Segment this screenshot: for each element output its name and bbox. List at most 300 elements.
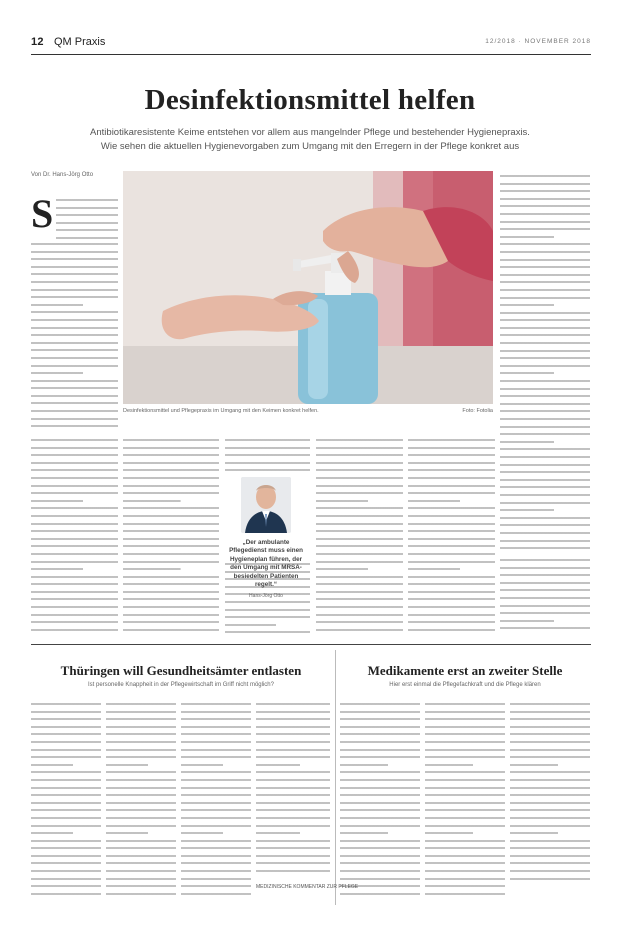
text-line xyxy=(181,791,251,799)
text-line xyxy=(256,738,330,746)
text-line xyxy=(181,837,251,845)
drop-cap: S xyxy=(31,191,54,236)
bottom-left-col-2 xyxy=(106,700,176,900)
text-line xyxy=(181,723,251,731)
text-line xyxy=(31,875,101,883)
text-line xyxy=(106,746,176,754)
text-line xyxy=(316,595,403,603)
text-line xyxy=(31,504,118,512)
text-line xyxy=(340,799,420,807)
text-line xyxy=(31,520,118,528)
text-line xyxy=(31,384,118,392)
text-line xyxy=(106,753,176,761)
text-line xyxy=(340,829,420,837)
text-line xyxy=(31,573,118,581)
text-line xyxy=(31,822,101,830)
text-line xyxy=(256,723,330,731)
text-line xyxy=(56,226,118,234)
text-line xyxy=(500,609,590,617)
text-line xyxy=(425,867,505,875)
text-line xyxy=(123,542,219,550)
text-line xyxy=(510,723,590,731)
text-line xyxy=(31,776,101,784)
text-line xyxy=(31,595,118,603)
text-line xyxy=(425,753,505,761)
text-line xyxy=(340,806,420,814)
text-line xyxy=(181,753,251,761)
text-line xyxy=(181,859,251,867)
text-line xyxy=(181,882,251,890)
text-line xyxy=(500,301,590,309)
text-line xyxy=(31,738,101,746)
text-line xyxy=(106,822,176,830)
text-line xyxy=(500,369,590,377)
text-line xyxy=(256,776,330,784)
text-line xyxy=(500,256,590,264)
text-line xyxy=(31,806,101,814)
text-line xyxy=(106,890,176,898)
text-line xyxy=(123,611,219,619)
text-line xyxy=(500,377,590,385)
text-line xyxy=(510,814,590,822)
text-line xyxy=(340,738,420,746)
text-line xyxy=(500,233,590,241)
text-line xyxy=(31,497,118,505)
text-line xyxy=(408,444,495,452)
text-line xyxy=(31,890,101,898)
text-line xyxy=(500,602,590,610)
text-line xyxy=(256,806,330,814)
text-line xyxy=(31,700,101,708)
text-line xyxy=(340,761,420,769)
bottom-right-subheadline: Hier erst einmal die Pflegefachkraft und die Pflege klären xyxy=(389,682,541,688)
text-line xyxy=(123,626,219,634)
text-line xyxy=(256,753,330,761)
text-line xyxy=(106,784,176,792)
text-line xyxy=(340,791,420,799)
text-line xyxy=(123,504,219,512)
text-line xyxy=(500,476,590,484)
text-line xyxy=(256,761,330,769)
photo-credit: Foto: Fotolia xyxy=(462,408,493,414)
text-line xyxy=(31,263,118,271)
text-line xyxy=(500,309,590,317)
text-line xyxy=(31,542,118,550)
text-line xyxy=(181,822,251,830)
header-rule xyxy=(31,54,591,55)
text-line xyxy=(123,489,219,497)
text-line xyxy=(408,474,495,482)
text-line xyxy=(500,400,590,408)
text-line xyxy=(340,700,420,708)
text-line xyxy=(340,776,420,784)
text-line xyxy=(500,248,590,256)
text-line xyxy=(256,746,330,754)
text-line xyxy=(500,461,590,469)
text-line xyxy=(316,512,403,520)
text-line xyxy=(510,700,590,708)
text-line xyxy=(181,700,251,708)
text-line xyxy=(408,459,495,467)
text-line xyxy=(31,255,118,263)
text-line xyxy=(316,474,403,482)
text-line xyxy=(500,331,590,339)
text-line xyxy=(316,611,403,619)
bottom-left-headline: Thüringen will Gesundheitsämter entlasten xyxy=(60,663,302,678)
photo-caption xyxy=(123,408,493,414)
text-line xyxy=(340,890,420,898)
text-line xyxy=(31,415,118,423)
text-line xyxy=(510,822,590,830)
text-line xyxy=(510,715,590,723)
text-line xyxy=(408,580,495,588)
text-line xyxy=(123,595,219,603)
text-line xyxy=(316,482,403,490)
text-line xyxy=(31,618,118,626)
text-line xyxy=(316,497,403,505)
text-line xyxy=(408,558,495,566)
text-line xyxy=(500,514,590,522)
text-line xyxy=(31,339,118,347)
text-line xyxy=(500,556,590,564)
text-line xyxy=(106,882,176,890)
text-line xyxy=(181,715,251,723)
text-line xyxy=(256,730,330,738)
text-line xyxy=(123,565,219,573)
text-line xyxy=(500,324,590,332)
text-line xyxy=(340,708,420,716)
text-line xyxy=(181,761,251,769)
bottom-left-subheadline: Ist personelle Knappheit in der Pflegewirtschaft im Griff nicht möglich? xyxy=(88,682,274,688)
text-line xyxy=(31,451,118,459)
text-line xyxy=(31,859,101,867)
text-line xyxy=(316,558,403,566)
text-line xyxy=(408,482,495,490)
text-line xyxy=(123,482,219,490)
text-line xyxy=(408,565,495,573)
text-line xyxy=(31,270,118,278)
body-column-1b xyxy=(31,436,118,636)
text-line xyxy=(510,837,590,845)
text-line xyxy=(31,489,118,497)
text-line xyxy=(316,588,403,596)
text-line xyxy=(316,436,403,444)
text-line xyxy=(123,550,219,558)
text-line xyxy=(31,708,101,716)
text-line xyxy=(408,512,495,520)
text-line xyxy=(500,187,590,195)
text-line xyxy=(340,715,420,723)
text-line xyxy=(56,204,118,212)
text-line xyxy=(408,626,495,634)
caption-text: Desinfektionsmittel und Pflegepraxis im Umgang mit den Keimen konkret helfen. xyxy=(123,408,319,414)
text-line xyxy=(225,621,310,629)
text-line xyxy=(181,814,251,822)
text-line xyxy=(225,628,310,636)
text-line xyxy=(31,248,118,256)
text-line xyxy=(510,867,590,875)
bottom-section-rule xyxy=(31,644,591,645)
text-line xyxy=(256,844,330,852)
deck-line-2: Wie sehen die aktuellen Hygienevorgaben zum Umgang mit den Erregern in der Pflege konkret aus xyxy=(100,141,520,152)
text-line xyxy=(316,626,403,634)
text-line xyxy=(31,558,118,566)
text-line xyxy=(106,875,176,883)
text-line xyxy=(31,407,118,415)
text-line xyxy=(316,565,403,573)
text-line xyxy=(31,474,118,482)
text-line xyxy=(123,436,219,444)
text-line xyxy=(500,339,590,347)
text-line xyxy=(106,708,176,716)
text-line xyxy=(500,624,590,632)
text-line xyxy=(500,564,590,572)
text-line xyxy=(316,573,403,581)
text-line xyxy=(31,791,101,799)
text-line xyxy=(316,535,403,543)
text-line xyxy=(425,746,505,754)
text-line xyxy=(500,537,590,545)
text-line xyxy=(316,489,403,497)
text-line xyxy=(510,791,590,799)
text-line xyxy=(31,377,118,385)
text-line xyxy=(31,482,118,490)
text-line xyxy=(340,814,420,822)
bottom-right-col-2 xyxy=(425,700,505,900)
text-line xyxy=(340,746,420,754)
text-line xyxy=(425,708,505,716)
text-line xyxy=(425,761,505,769)
text-line xyxy=(31,746,101,754)
text-line xyxy=(425,882,505,890)
text-line xyxy=(181,746,251,754)
text-line xyxy=(256,829,330,837)
text-line xyxy=(106,723,176,731)
text-line xyxy=(123,588,219,596)
byline: Von Dr. Hans-Jörg Otto xyxy=(31,172,94,178)
text-line xyxy=(31,369,118,377)
text-line xyxy=(500,483,590,491)
text-line xyxy=(500,225,590,233)
text-line xyxy=(106,776,176,784)
text-line xyxy=(31,278,118,286)
text-line xyxy=(31,444,118,452)
text-line xyxy=(408,603,495,611)
text-line xyxy=(500,278,590,286)
text-line xyxy=(500,594,590,602)
text-line xyxy=(500,362,590,370)
text-line xyxy=(31,723,101,731)
text-line xyxy=(256,784,330,792)
text-line xyxy=(500,468,590,476)
text-line xyxy=(225,436,310,444)
bottom-left-col-3 xyxy=(181,700,251,900)
text-line xyxy=(425,730,505,738)
text-line xyxy=(56,219,118,227)
text-line xyxy=(510,746,590,754)
text-line xyxy=(425,844,505,852)
text-line xyxy=(31,436,118,444)
text-line xyxy=(31,730,101,738)
text-line xyxy=(425,776,505,784)
body-column-6 xyxy=(500,172,590,552)
text-line xyxy=(425,799,505,807)
hand-sanitizer-photo xyxy=(123,171,493,404)
text-line xyxy=(31,293,118,301)
text-line xyxy=(123,466,219,474)
photo-illustration xyxy=(123,171,493,404)
text-line xyxy=(31,466,118,474)
text-line xyxy=(256,814,330,822)
text-line xyxy=(123,444,219,452)
text-line xyxy=(106,806,176,814)
body-column-5 xyxy=(408,436,495,636)
text-line xyxy=(181,738,251,746)
text-line xyxy=(510,859,590,867)
text-line xyxy=(500,385,590,393)
text-line xyxy=(500,240,590,248)
text-line xyxy=(106,715,176,723)
text-line xyxy=(500,286,590,294)
text-line xyxy=(340,784,420,792)
text-line xyxy=(408,489,495,497)
text-line xyxy=(31,301,118,309)
text-line xyxy=(316,444,403,452)
text-line xyxy=(225,613,310,621)
text-line xyxy=(181,867,251,875)
text-line xyxy=(316,618,403,626)
body-column-4 xyxy=(316,436,403,636)
text-line xyxy=(500,499,590,507)
text-line xyxy=(500,263,590,271)
text-line xyxy=(510,753,590,761)
text-line xyxy=(408,611,495,619)
text-line xyxy=(510,799,590,807)
text-line xyxy=(425,859,505,867)
text-line xyxy=(408,618,495,626)
text-line xyxy=(500,407,590,415)
text-line xyxy=(106,844,176,852)
text-line xyxy=(500,180,590,188)
text-line xyxy=(31,354,118,362)
text-line xyxy=(123,603,219,611)
text-line xyxy=(31,316,118,324)
text-line xyxy=(500,347,590,355)
text-line xyxy=(500,354,590,362)
article-deck xyxy=(60,126,560,154)
text-line xyxy=(500,453,590,461)
text-line xyxy=(256,700,330,708)
text-line xyxy=(31,308,118,316)
text-line xyxy=(425,700,505,708)
text-line xyxy=(425,768,505,776)
text-line xyxy=(56,196,118,204)
text-line xyxy=(123,535,219,543)
text-line xyxy=(425,791,505,799)
text-line xyxy=(500,491,590,499)
text-line xyxy=(408,436,495,444)
footer-note: MEDIZINISCHE KOMMENTAR ZUR PFLEGE xyxy=(256,884,359,890)
text-line xyxy=(106,829,176,837)
text-line xyxy=(106,730,176,738)
text-line xyxy=(340,753,420,761)
text-line xyxy=(500,445,590,453)
text-line xyxy=(31,603,118,611)
text-line xyxy=(256,708,330,716)
quote-text: „Der ambulante Pflegedienst muss einen Hygieneplan führen, der den Umgang mit MRSA-besiedelten Patienten regelt.“ xyxy=(229,539,303,589)
text-line xyxy=(425,715,505,723)
text-line xyxy=(408,451,495,459)
text-line xyxy=(31,362,118,370)
text-line xyxy=(256,768,330,776)
text-line xyxy=(316,603,403,611)
text-line xyxy=(181,784,251,792)
text-line xyxy=(408,550,495,558)
text-line xyxy=(106,867,176,875)
text-line xyxy=(316,527,403,535)
text-line xyxy=(31,761,101,769)
text-line xyxy=(425,738,505,746)
text-line xyxy=(340,768,420,776)
text-line xyxy=(500,521,590,529)
text-line xyxy=(408,466,495,474)
text-line xyxy=(123,451,219,459)
text-line xyxy=(31,527,118,535)
text-line xyxy=(500,195,590,203)
text-line xyxy=(181,768,251,776)
text-line xyxy=(425,829,505,837)
text-line xyxy=(181,708,251,716)
text-line xyxy=(500,579,590,587)
text-line xyxy=(31,580,118,588)
bottom-left-col-4 xyxy=(256,700,330,880)
text-line xyxy=(256,852,330,860)
page-header xyxy=(31,36,591,52)
text-line xyxy=(31,286,118,294)
text-line xyxy=(256,715,330,723)
text-line xyxy=(31,535,118,543)
body-column-2 xyxy=(123,436,219,636)
text-line xyxy=(510,776,590,784)
text-line xyxy=(123,512,219,520)
text-line xyxy=(340,859,420,867)
text-line xyxy=(181,829,251,837)
text-line xyxy=(316,542,403,550)
text-line xyxy=(123,497,219,505)
text-line xyxy=(500,617,590,625)
text-line xyxy=(181,890,251,898)
text-line xyxy=(425,822,505,830)
text-line xyxy=(181,799,251,807)
text-line xyxy=(106,700,176,708)
text-line xyxy=(425,806,505,814)
text-line xyxy=(123,527,219,535)
text-line xyxy=(106,768,176,776)
text-line xyxy=(181,730,251,738)
text-line xyxy=(425,723,505,731)
text-line xyxy=(510,829,590,837)
text-line xyxy=(408,595,495,603)
text-line xyxy=(31,829,101,837)
text-line xyxy=(316,466,403,474)
text-line xyxy=(256,859,330,867)
text-line xyxy=(106,738,176,746)
issue-info: 12/2018 · NOVEMBER 2018 xyxy=(485,38,591,45)
text-line xyxy=(316,504,403,512)
bottom-right-col-1 xyxy=(340,700,420,900)
text-line xyxy=(31,550,118,558)
text-line xyxy=(31,512,118,520)
